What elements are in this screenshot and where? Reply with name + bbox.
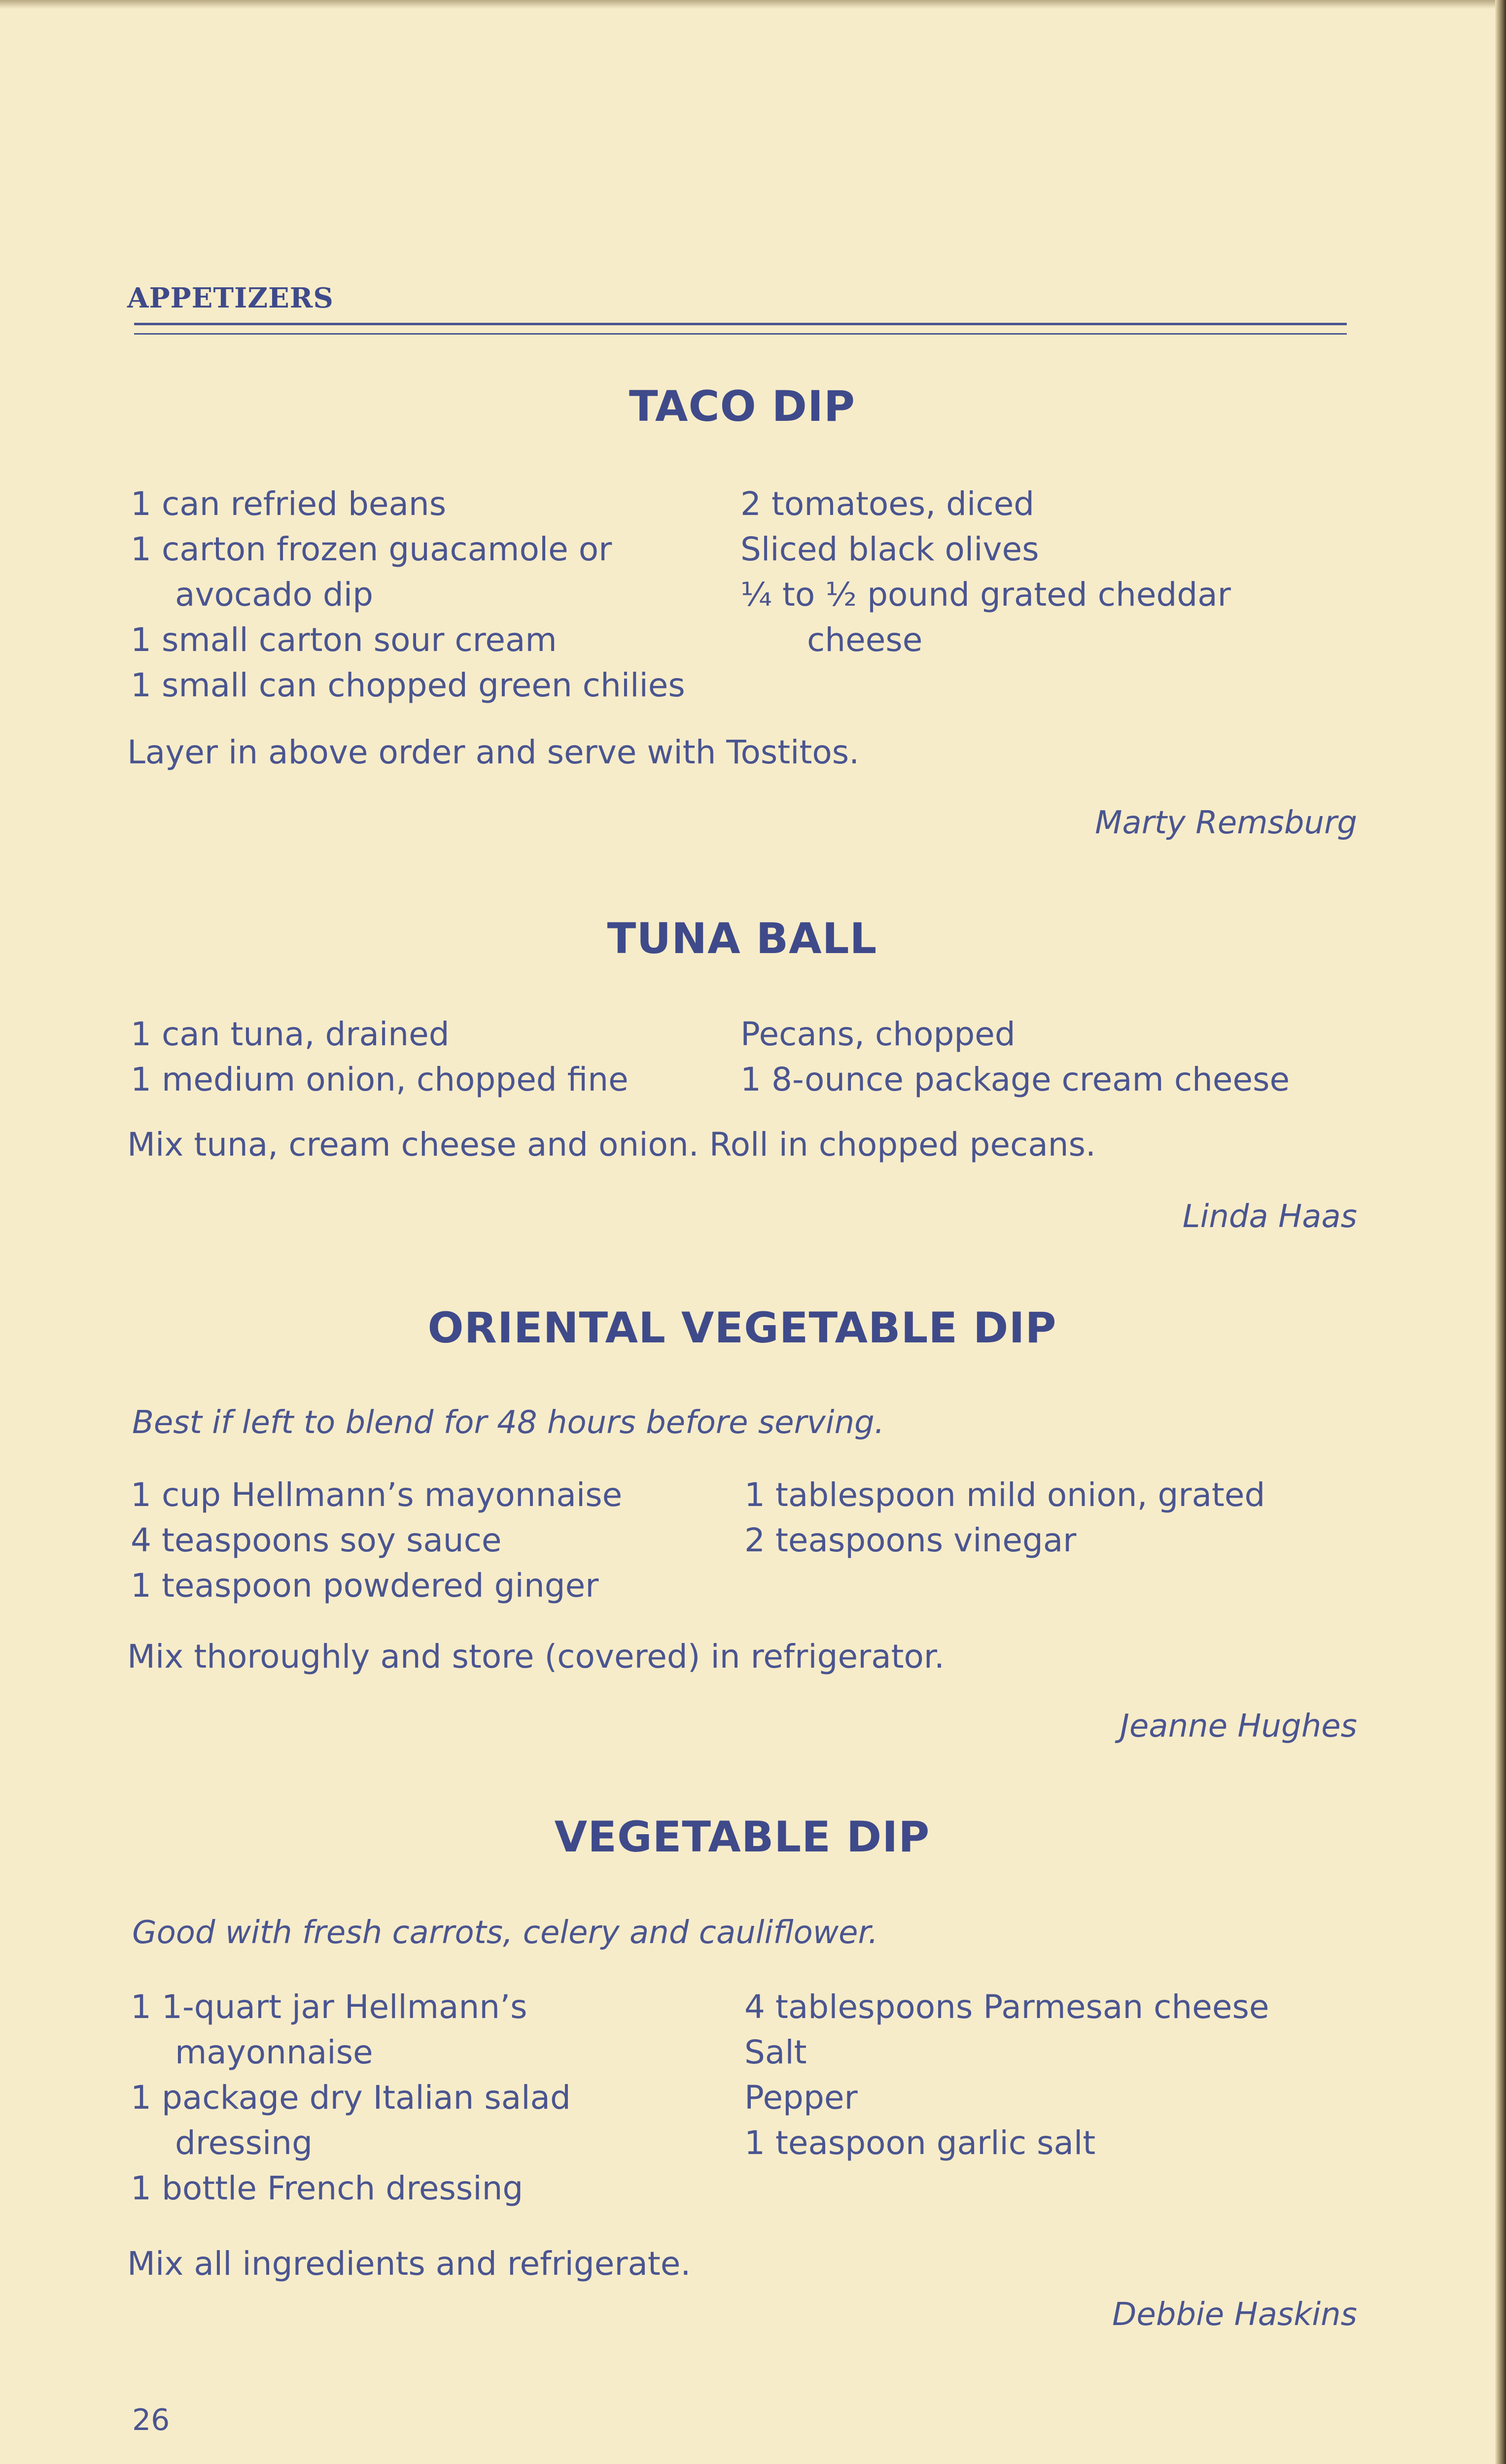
vegetable-author: Debbie Haskins [1112, 2296, 1357, 2333]
ingredient: avocado dip [175, 576, 373, 614]
page-number: 26 [132, 2403, 170, 2437]
ingredient: 4 tablespoons Parmesan cheese [744, 1988, 1269, 2026]
ingredient: 1 8-ounce package cream cheese [740, 1061, 1290, 1098]
ingredient: 1 small can chopped green chilies [131, 666, 685, 704]
ingredient: 2 teaspoons vinegar [744, 1521, 1077, 1559]
ingredient: 2 tomatoes, diced [740, 485, 1035, 523]
ingredient: 1 tablespoon mild onion, grated [744, 1476, 1265, 1514]
ingredient: mayonnaise [175, 2033, 373, 2071]
header-rule-thin [134, 333, 1347, 335]
ingredient: 1 can tuna, drained [131, 1015, 450, 1053]
ingredient: 1 small carton sour cream [131, 621, 557, 659]
ingredient: 1 teaspoon garlic salt [744, 2124, 1096, 2162]
ingredient: Pecans, chopped [740, 1015, 1016, 1053]
oriental-author: Jeanne Hughes [1120, 1708, 1357, 1745]
section-heading: APPETIZERS [127, 282, 334, 314]
ingredient: 1 cup Hellmann’s mayonnaise [131, 1476, 623, 1514]
taco-author: Marty Remsburg [1095, 805, 1357, 841]
ingredient: cheese [807, 621, 923, 659]
ingredient: 1 bottle French dressing [131, 2169, 524, 2207]
ingredient: ¼ to ½ pound grated cheddar [740, 576, 1231, 614]
oriental-ingredients-left [131, 1472, 622, 1608]
vegetable-ingredients-right [744, 1985, 1269, 2166]
recipe-title-tuna-ball: TUNA BALL [607, 914, 877, 963]
page-top-shadow [0, 0, 1506, 9]
taco-ingredients-right [740, 481, 1231, 663]
taco-method: Layer in above order and serve with Tostitos. [127, 733, 860, 771]
ingredient: 1 1-quart jar Hellmann’s [131, 1988, 527, 2026]
tuna-ingredients-left [131, 1012, 629, 1102]
recipe-title-vegetable-dip: VEGETABLE DIP [554, 1813, 930, 1862]
vegetable-method: Mix all ingredients and refrigerate. [127, 2245, 691, 2283]
ingredient: dressing [175, 2124, 313, 2162]
ingredient: 4 teaspoons soy sauce [131, 1521, 502, 1559]
ingredient: 1 medium onion, chopped fine [131, 1061, 629, 1098]
taco-ingredients-left [131, 481, 685, 708]
ingredient: Pepper [744, 2079, 858, 2117]
oriental-note: Best if left to blend for 48 hours before serving. [132, 1404, 885, 1441]
ingredient: 1 can refried beans [131, 485, 447, 523]
vegetable-note: Good with fresh carrots, celery and cauliflower. [132, 1915, 878, 1951]
ingredient: 1 teaspoon powdered ginger [131, 1567, 599, 1605]
page-binding-edge [1495, 0, 1506, 2464]
ingredient: Salt [744, 2033, 807, 2071]
tuna-method: Mix tuna, cream cheese and onion. Roll in chopped pecans. [127, 1126, 1096, 1164]
ingredient: 1 package dry Italian salad [131, 2079, 571, 2117]
recipe-title-oriental-vegetable-dip: ORIENTAL VEGETABLE DIP [427, 1303, 1057, 1353]
recipe-title-taco-dip: TACO DIP [629, 382, 856, 431]
oriental-ingredients-right [744, 1472, 1265, 1563]
header-rule [134, 323, 1347, 325]
vegetable-ingredients-left [131, 1985, 571, 2211]
ingredient: 1 carton frozen guacamole or [131, 530, 612, 568]
tuna-author: Linda Haas [1182, 1198, 1357, 1235]
ingredient: Sliced black olives [740, 530, 1039, 568]
tuna-ingredients-right [740, 1012, 1290, 1102]
oriental-method: Mix thoroughly and store (covered) in refrigerator. [127, 1638, 945, 1676]
